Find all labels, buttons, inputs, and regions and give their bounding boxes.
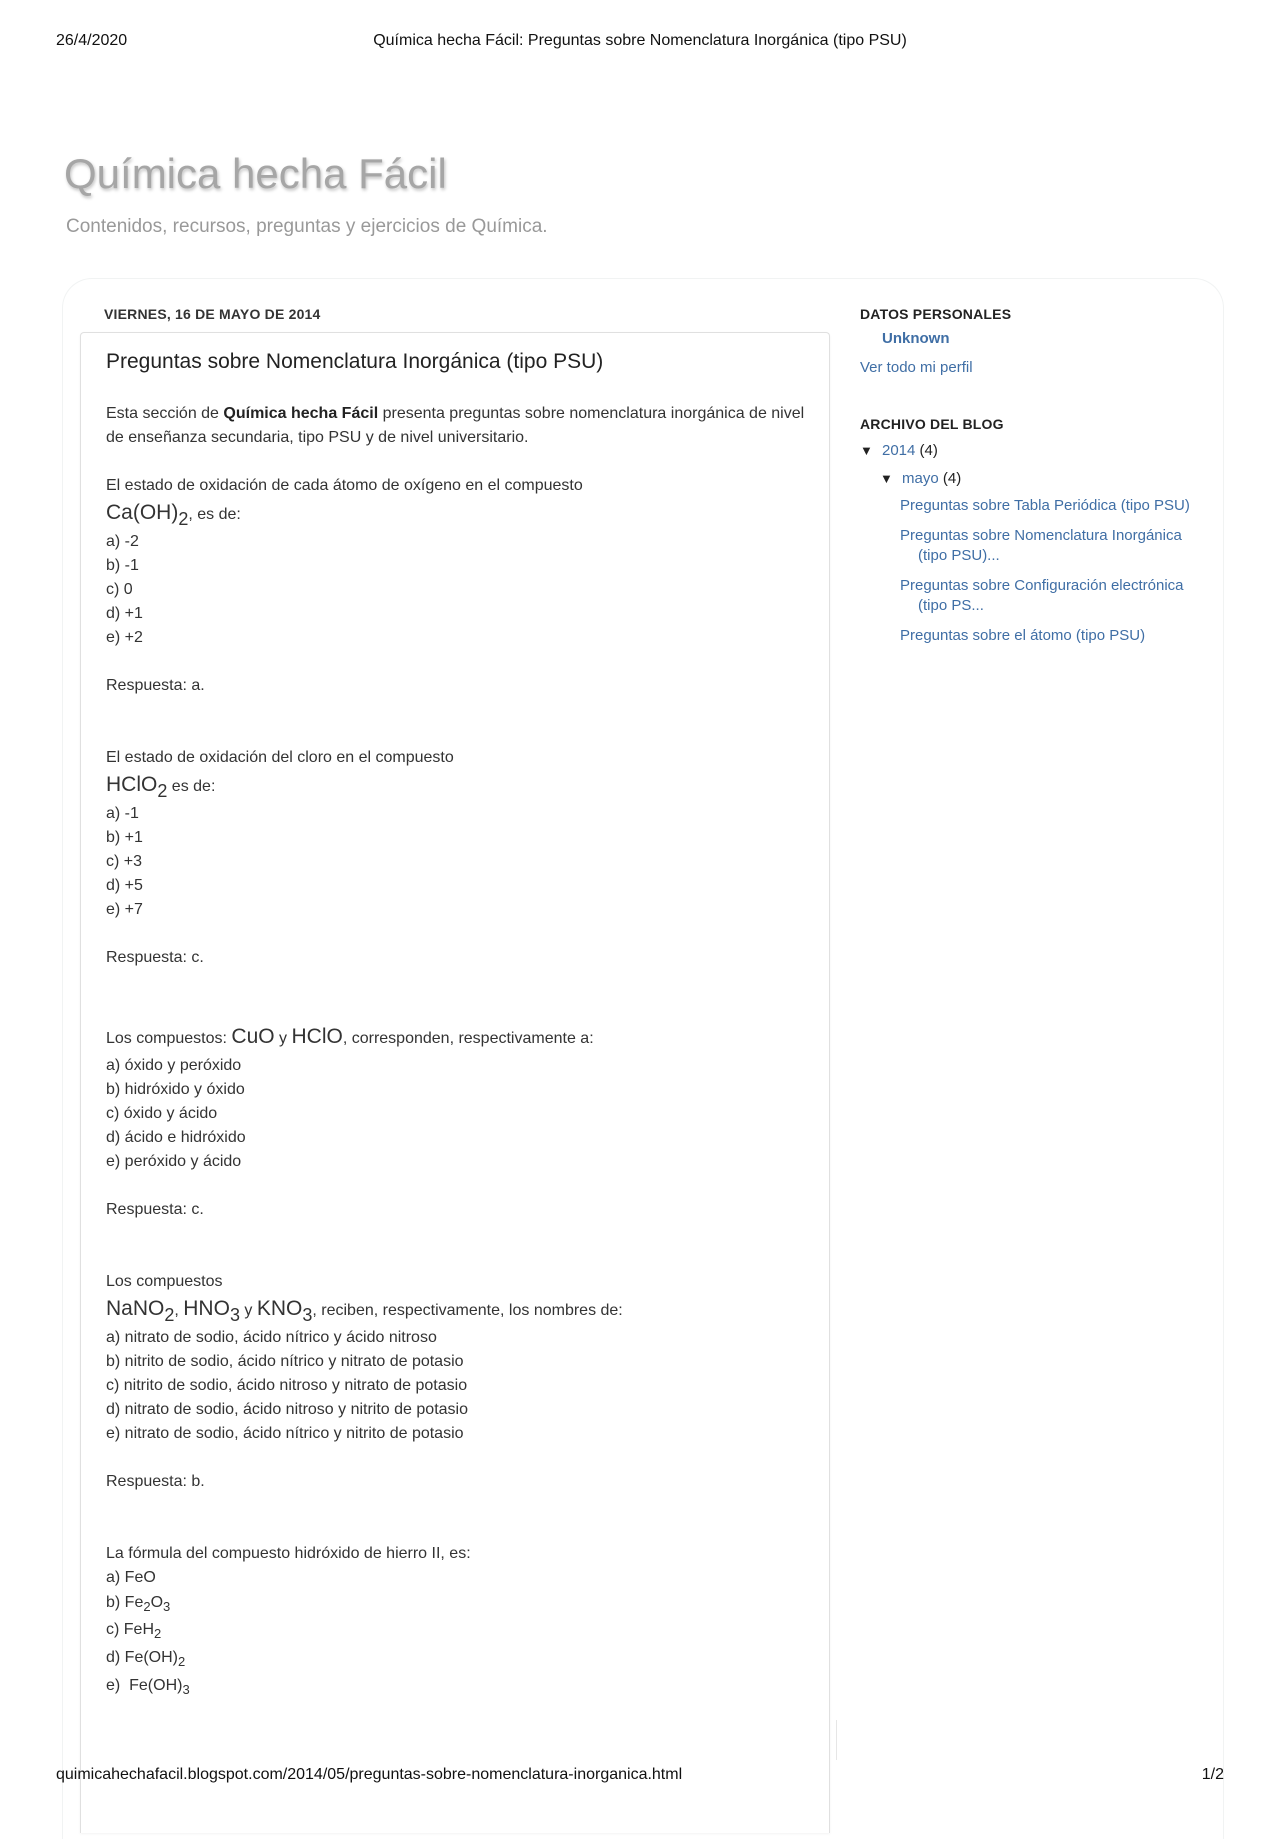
question-stem: La fórmula del compuesto hidróxido de hierro II, es: — [106, 1545, 471, 1562]
option-a: a) FeO — [106, 1569, 156, 1586]
archive-post-link[interactable]: Preguntas sobre Nomenclatura Inorgánica (tipo PSU)... — [900, 527, 1182, 564]
post-intro: Esta sección de Química hecha Fácil presenta preguntas sobre nomenclatura inorgánica de nivel de enseñanza secundaria, tipo PSU y de nivel universitario. — [106, 405, 805, 446]
question-stem: Los compuestos: CuO y HClO, corresponden, respectivamente a: — [106, 1025, 594, 1048]
option-d: d) nitrato de sodio, ácido nitroso y nitrito de potasio — [106, 1401, 468, 1418]
print-date: 26/4/2020 — [56, 32, 128, 49]
option-c: c) nitrito de sodio, ácido nitroso y nitrato de potasio — [106, 1377, 468, 1394]
archive-post-list — [900, 496, 1200, 646]
option-c: c) +3 — [106, 853, 143, 870]
view-full-profile-link[interactable]: Ver todo mi perfil — [860, 359, 973, 376]
collapse-triangle-icon[interactable]: ▼ — [860, 443, 873, 458]
option-a: a) -2 — [106, 533, 139, 550]
archive-year-count: (4) — [919, 442, 938, 459]
question-formula: NaNO$_2$, $HNO_3$ y $KNO_3$, reciben, respectivamente, los nombres de: — [106, 1297, 623, 1325]
archive-post-link[interactable]: Preguntas sobre Tabla Periódica (tipo PSU) — [900, 497, 1190, 514]
blog-description: Contenidos, recursos, preguntas y ejercicios de Química. — [66, 216, 548, 237]
option-a: a) nitrato de sodio, ácido nítrico y ácido nitroso — [106, 1329, 437, 1346]
profile-widget — [860, 306, 1200, 376]
question-answer: Respuesta: c. — [106, 949, 204, 966]
option-e: e) $Fe(OH)_3$ — [106, 1677, 190, 1697]
archive-year-link[interactable]: 2014 — [882, 442, 916, 459]
option-b: b) -1 — [106, 557, 139, 574]
question-5 — [106, 1542, 806, 1700]
archive-month-count: (4) — [942, 470, 962, 487]
option-d: d) +5 — [106, 877, 143, 894]
option-d: d) $Fe(OH)_2$ — [106, 1649, 186, 1669]
question-options — [106, 1566, 806, 1700]
archive-year-2014 — [860, 442, 1200, 460]
option-b: b) nitrito de sodio, ácido nítrico y nitrato de potasio — [106, 1353, 464, 1370]
option-e: e) nitrato de sodio, ácido nítrico y nitrito de potasio — [106, 1425, 464, 1442]
question-formula: $Ca(OH)_2$, es de: — [106, 501, 241, 529]
archive-widget-title: ARCHIVO DEL BLOG — [860, 416, 1004, 432]
question-answer: Respuesta: b. — [106, 1473, 205, 1490]
page-number: 1/2 — [1201, 1766, 1224, 1783]
profile-widget-title: DATOS PERSONALES — [860, 306, 1012, 322]
question-stem: Los compuestos — [106, 1273, 223, 1290]
option-e: e) peróxido y ácido — [106, 1153, 242, 1170]
archive-post-link[interactable]: Preguntas sobre Configuración electrónica (tipo PS... — [900, 577, 1184, 614]
profile-name-link[interactable]: Unknown — [882, 330, 950, 347]
option-a: a) -1 — [106, 805, 139, 822]
print-page-title: Química hecha Fácil: Preguntas sobre Nomenclatura Inorgánica (tipo PSU) — [373, 32, 907, 49]
option-c: c) 0 — [106, 581, 133, 598]
question-answer: Respuesta: a. — [106, 677, 205, 694]
blog-title[interactable]: Química hecha Fácil — [64, 150, 447, 197]
post-body — [106, 402, 806, 1700]
column-divider — [836, 1720, 837, 1760]
option-b: b) +1 — [106, 829, 143, 846]
question-4 — [106, 1270, 806, 1494]
question-options — [106, 1054, 806, 1174]
print-header — [56, 32, 1224, 52]
blog-name-bold: Química hecha Fácil — [223, 405, 379, 422]
archive-post-link[interactable]: Preguntas sobre el átomo (tipo PSU) — [900, 627, 1146, 644]
page-url: quimicahechafacil.blogspot.com/2014/05/preguntas-sobre-nomenclatura-inorganica.html — [56, 1766, 683, 1783]
option-b: b) $Fe_2O_3$ — [106, 1594, 171, 1614]
collapse-triangle-icon[interactable]: ▼ — [880, 471, 893, 486]
option-b: b) hidróxido y óxido — [106, 1081, 245, 1098]
question-options — [106, 1326, 806, 1446]
archive-month-mayo — [880, 470, 1200, 488]
option-d: d) +1 — [106, 605, 143, 622]
question-1 — [106, 474, 806, 698]
question-stem: El estado de oxidación del cloro en el compuesto — [106, 749, 454, 766]
post-date-header: VIERNES, 16 DE MAYO DE 2014 — [104, 306, 321, 322]
question-2 — [106, 746, 806, 970]
option-e: e) +7 — [106, 901, 143, 918]
option-e: e) +2 — [106, 629, 143, 646]
question-3 — [106, 1022, 806, 1222]
option-a: a) óxido y peróxido — [106, 1057, 242, 1074]
question-formula: HClO$_2$ es de: — [106, 773, 216, 801]
archive-month-link[interactable]: mayo — [902, 470, 939, 487]
question-answer: Respuesta: c. — [106, 1201, 204, 1218]
option-c: c) óxido y ácido — [106, 1105, 218, 1122]
question-options — [106, 802, 806, 922]
question-options — [106, 530, 806, 650]
sidebar — [860, 306, 1200, 656]
option-c: c) FeH$_2$ — [106, 1621, 162, 1641]
option-d: d) ácido e hidróxido — [106, 1129, 246, 1146]
post-title: Preguntas sobre Nomenclatura Inorgánica (tipo PSU) — [106, 350, 604, 373]
blog-archive-widget — [860, 416, 1200, 646]
question-stem: El estado de oxidación de cada átomo de oxígeno en el compuesto — [106, 477, 583, 494]
